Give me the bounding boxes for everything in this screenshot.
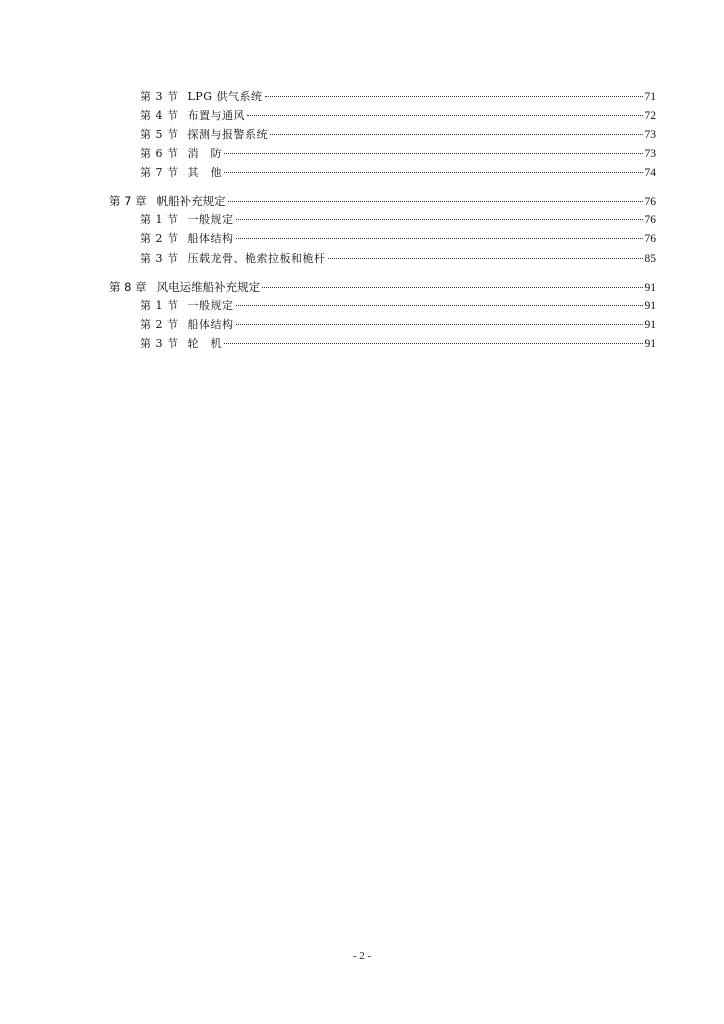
toc-entry-title: LPG 供气系统 [187, 90, 263, 103]
dot-leader [224, 343, 643, 344]
toc-entry-number: 第 2 节 [140, 232, 179, 245]
toc-chapter-title: 帆船补充规定 [156, 194, 226, 208]
toc-entry-number: 第 7 节 [140, 166, 179, 179]
toc-chapter-label [109, 278, 260, 296]
toc-entry-number: 第 2 节 [140, 318, 179, 331]
toc-entry-title: 消 防 [187, 147, 222, 160]
toc-entry-number: 第 6 节 [140, 147, 179, 160]
toc-entry-label [140, 145, 222, 163]
dot-leader [224, 153, 643, 154]
toc-entry[interactable] [140, 126, 656, 144]
toc-entry[interactable] [140, 297, 656, 315]
toc-chapter-label [109, 192, 226, 210]
toc-entry-number: 第 3 节 [140, 337, 179, 350]
toc-entry-title: 探测与报警系统 [187, 128, 268, 141]
toc-entry-label [140, 211, 234, 229]
toc-chapter-page: 91 [644, 282, 656, 294]
toc-entry[interactable] [140, 107, 656, 125]
toc-entry[interactable] [140, 316, 656, 334]
toc-entry-label [140, 297, 234, 315]
dot-leader [236, 305, 643, 306]
toc-chapter-page: 76 [644, 196, 656, 208]
toc-entry[interactable] [140, 164, 656, 182]
toc-entry-label [140, 126, 268, 144]
toc-chapter-number: 第 7 章 [109, 194, 147, 208]
dot-leader [236, 219, 643, 220]
dot-leader [247, 115, 643, 116]
dot-leader [328, 258, 643, 259]
toc-chapter-entry[interactable] [109, 192, 656, 210]
toc-entry-page: 85 [644, 253, 656, 265]
toc-chapter-title: 风电运维船补充规定 [156, 280, 261, 294]
toc-entry-label [140, 164, 222, 182]
toc-entry-page: 73 [644, 129, 656, 141]
dot-leader [265, 96, 643, 97]
toc-entry-number: 第 5 节 [140, 128, 179, 141]
dot-leader [236, 238, 643, 239]
toc-entry-page: 91 [644, 300, 656, 312]
toc-entry-title: 压载龙骨、桅索拉板和桅杆 [187, 252, 326, 265]
toc-entry[interactable] [140, 211, 656, 229]
toc-entry-page: 91 [644, 338, 656, 350]
toc-entry-number: 第 1 节 [140, 299, 179, 312]
toc-entry-label [140, 316, 234, 334]
toc-entry-page: 91 [644, 319, 656, 331]
dot-leader [236, 324, 643, 325]
toc-entry-page: 73 [644, 148, 656, 160]
dot-leader [262, 287, 642, 288]
toc-entry[interactable] [140, 145, 656, 163]
toc-entry-title: 布置与通风 [187, 109, 245, 122]
toc-entry-title: 其 他 [187, 166, 222, 179]
toc-entry-page: 76 [644, 233, 656, 245]
toc-entry-title: 一般规定 [187, 213, 234, 226]
toc-entry-page: 72 [644, 110, 656, 122]
toc-entry-number: 第 3 节 [140, 90, 179, 103]
toc-entry-title: 船体结构 [187, 232, 234, 245]
toc-entry-number: 第 3 节 [140, 252, 179, 265]
dot-leader [224, 172, 643, 173]
toc-entry-label [140, 107, 245, 125]
toc-entry-label [140, 230, 234, 248]
toc-chapter-entry[interactable] [109, 278, 656, 296]
toc-entry-page: 74 [644, 167, 656, 179]
toc-entry[interactable] [140, 230, 656, 248]
toc-chapter-number: 第 8 章 [109, 280, 147, 294]
toc-entry-number: 第 4 节 [140, 109, 179, 122]
toc-entry-title: 轮 机 [187, 337, 222, 350]
toc-entry-title: 一般规定 [187, 299, 234, 312]
toc-entry-number: 第 1 节 [140, 213, 179, 226]
page-number: - 2 - [352, 950, 372, 962]
toc-entry[interactable] [140, 250, 656, 268]
toc-entry-label [140, 250, 326, 268]
toc-entry[interactable] [140, 88, 656, 106]
dot-leader [228, 201, 643, 202]
toc-entry-label [140, 335, 222, 353]
toc-entry-label [140, 88, 263, 106]
toc-entry-page: 76 [644, 214, 656, 226]
toc-entry-page: 71 [644, 91, 656, 103]
toc-entry-title: 船体结构 [187, 318, 234, 331]
dot-leader [270, 134, 643, 135]
toc-entry[interactable] [140, 335, 656, 353]
